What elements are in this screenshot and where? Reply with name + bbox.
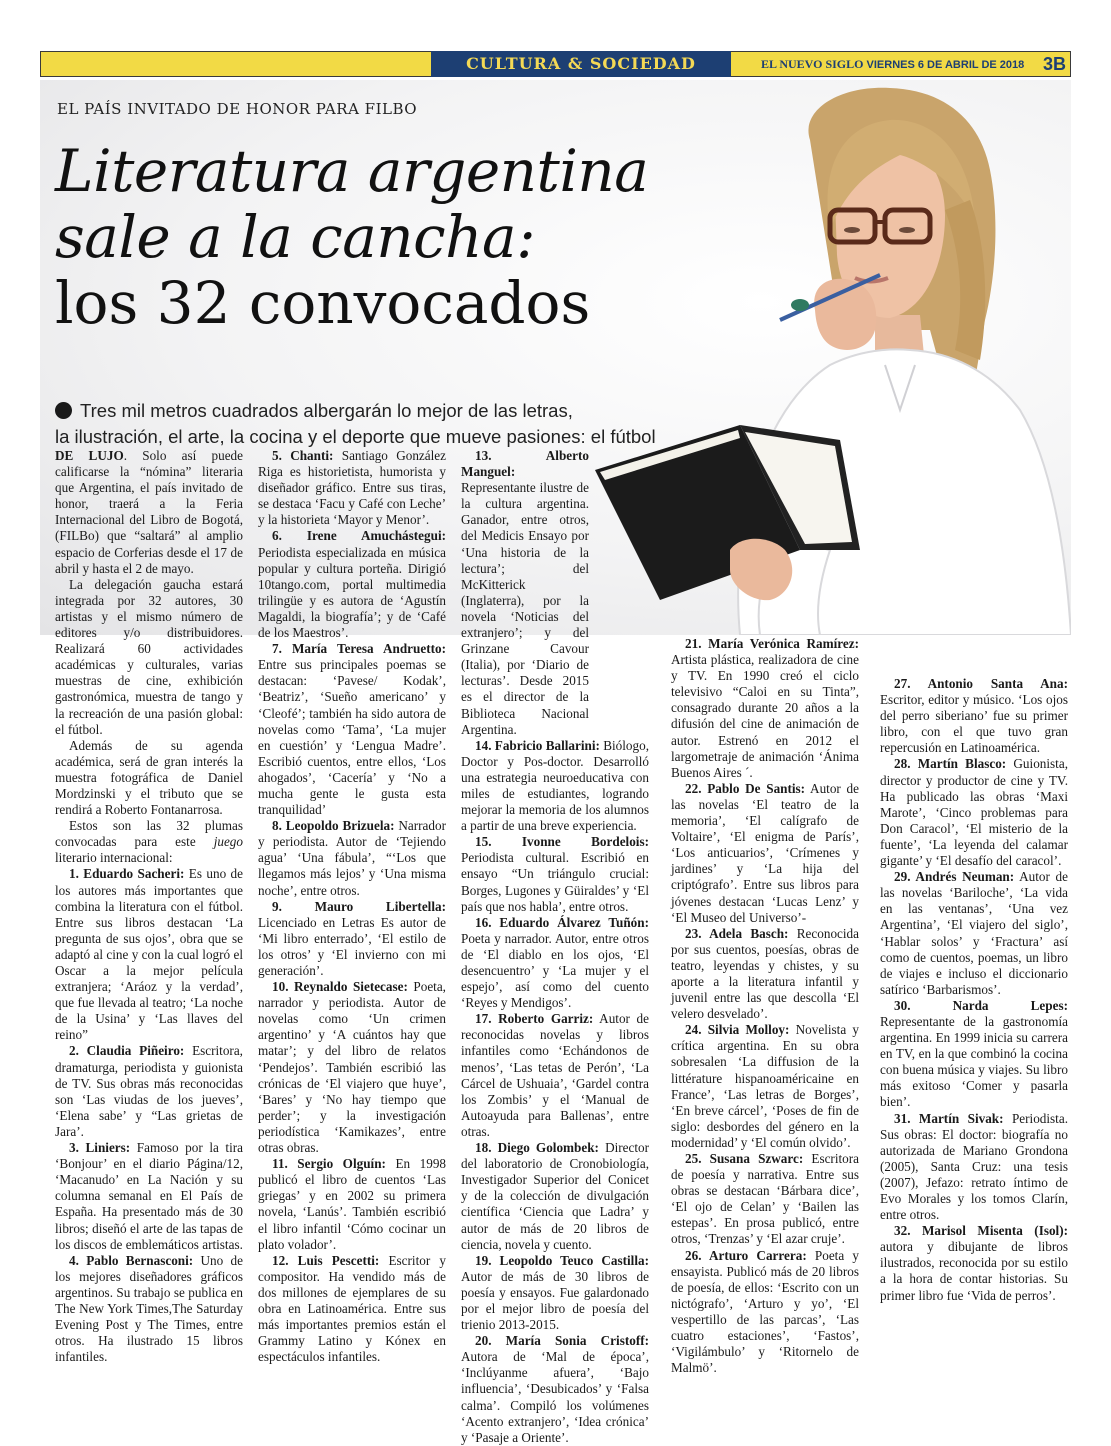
- author-name: 9. Mauro Libertella:: [272, 898, 446, 914]
- author-text: Periodista especializada en música popular y cultura porteña. Dirigió 10tango.com, portal multimedia trilingüe y es autora de ‘Agustín Magaldi, la biografía’; y de ‘Café de los Maestros’.: [258, 544, 446, 641]
- author-text: Es uno de los autores más importantes que combina la literatura con el fútbol. Entre sus libros destacan ‘La pregunta de sus ojos’, obra que se adaptó al cine y con la cual logró el Oscar a la mejor película extranjera; ‘Aráoz y la verdad’, que fue llevada al teatro; ‘La noche de la Usina’ y ‘Las llaves del reino”: [55, 866, 244, 1043]
- author-name: 12. Luis Pescetti:: [272, 1252, 380, 1268]
- author-entry: [671, 781, 859, 926]
- author-entry: [880, 1223, 1068, 1303]
- author-name: 18. Diego Golombek:: [475, 1140, 599, 1156]
- bullet-icon: [55, 402, 72, 419]
- author-text: Autor de las novelas ‘El teatro de la memoria’, ‘El calígrafo de Voltaire’, ‘El enigma de París’, ‘Los anticuarios’, ‘Crímenes y jardines’ y ‘La hija del criptógrafo’. Entre sus libros para jóvenes destacan ‘Lucas Lenz’ y ‘El Museo del Universo’-: [671, 780, 859, 925]
- subhead-line-1: Tres mil metros cuadrados albergarán lo mejor de las letras,: [80, 400, 573, 421]
- author-entry: [461, 1140, 649, 1253]
- author-text: Autor de más de 30 libros de poesía y ensayos. Fue galardonado por el mejor libro de poesía del trienio 2013-2015.: [461, 1268, 649, 1333]
- author-name: 28. Martín Blasco:: [894, 756, 1007, 772]
- author-name: 5. Chanti:: [272, 448, 334, 463]
- author-text: Escritor, editor y músico. ‘Los ojos del perro siberiano’ fue su primer libro, con el que tuvo gran repercusión en Latinoamérica.: [880, 692, 1068, 756]
- author-name: 10. Reynaldo Sietecase:: [272, 979, 408, 995]
- author-entry: [461, 1333, 649, 1446]
- article-column-1: [55, 448, 243, 1365]
- author-text: Biólogo, Doctor y Pos-doctor. Desarrolló una estrategia neuroeducativa con miles de estudiantes, logrando mejorar la memoria de los alumnos a partir de una breve experiencia.: [461, 737, 650, 834]
- author-text: Poeta y ensayista. Publicó más de 20 libros de poesía, de ellos: ‘Escrito con un nictógrafo’, ‘Arturo y yo’, ‘El vespertillo de las parcas’, ‘Las cuatro estaciones’, ‘Fastos’, ‘Vigilámbulo’ y ‘Ritornelo de Malmö’.: [671, 1247, 859, 1376]
- author-entry: [461, 915, 649, 1012]
- author-name: 24. Silvia Molloy:: [685, 1022, 790, 1038]
- author-text: Escritora de poesía y narrativa. Entre sus obras se destacan ‘Bárbara dice’, ‘El ojo de Celan’ y ‘Bailen las estepas’. En prosa publicó, entre otros, ‘Trenzas’ y ‘El azar cruje’.: [671, 1151, 859, 1247]
- publication-info: [761, 52, 1024, 76]
- headline-line-1: Literatura argentina: [55, 137, 649, 205]
- author-text: Director del laboratorio de Cronobiología, Investigador Superior del Conicet y de la colección de divulgación científica ‘Ciencia que Ladra’ y autor de más de 20 libros de ciencia, novela y cuento.: [461, 1140, 649, 1252]
- author-name: 25. Susana Szwarc:: [685, 1151, 804, 1166]
- author-entry: [258, 528, 446, 641]
- author-entry: [258, 641, 446, 818]
- author-text: Artista plástica, realizadora de cine y TV. En 1990 creó el ciclo televisivo “Caloi en su Tinta”, consagrado durante 20 años a la difusión del cine de animación de autor. Estrenó en 2012 el largometraje de animación ‘Ánima Buenos Aires ´.: [671, 652, 859, 780]
- author-entry: [671, 1022, 859, 1151]
- author-name: 15. Ivonne Bordelois:: [475, 834, 649, 850]
- author-entry: [671, 926, 859, 1023]
- author-text: Poeta y narrador. Autor, entre otros de ‘El diablo en los ojos, ‘El desencuentro’ y ‘La mujer y el espejo’, así como del cuento ‘Reyes y Mendigos’.: [461, 930, 649, 1011]
- author-entry: [55, 866, 243, 1043]
- author-text: En 1998 publicó el libro de cuentos ‘Las griegas’ y en 2002 su primera novela, ‘Lanús’. También escribió el libro infantil ‘Cómo cocinar un plato volador’.: [258, 1156, 447, 1252]
- headline-line-3: los 32 convocados: [55, 269, 591, 337]
- headline-line-2: sale a la cancha:: [55, 203, 536, 271]
- author-text: Periodista. Sus obras: El doctor: biografía no autorizada de Mariano Grondona (2005), Santa Cruz: una tesis (2007), Jefazo: retrato íntimo de Evo Morales y los tomos Clarín, entre otros.: [880, 1110, 1068, 1223]
- author-entry: [671, 1248, 859, 1377]
- publication-name: EL NUEVO SIGLO: [761, 57, 864, 71]
- author-name: 20. María Sonia Cristoff:: [475, 1333, 649, 1349]
- author-text: Representante ilustre de la cultura argentina. Ganador, entre otros, del Medicis Ensayo por ‘Una historia de la lectura’; del McKitterick (Inglaterra), por la novela ‘Noticias del extranjero’; y del Grinzane Cavour (Italia), por ‘Diario de lecturas’. Desde 2015 es el director de la Biblioteca Nacional Argentina.: [461, 480, 589, 737]
- author-name: 23. Adela Basch:: [685, 925, 789, 941]
- author-name: 1. Eduardo Sacheri:: [69, 866, 185, 882]
- author-entry: [258, 899, 446, 979]
- author-name: 19. Leopoldo Teuco Castilla:: [475, 1252, 649, 1268]
- author-name: 22. Pablo De Santis:: [685, 780, 806, 796]
- author-entry: [461, 1011, 649, 1140]
- author-text: Uno de los mejores diseñadores gráficos argentinos. Su trabajo se publica en The New York Times,The Saturday Evening Post y The Times, entre otros. Ha ilustrado 15 libros infantiles.: [55, 1252, 243, 1365]
- author-name: 31. Martín Sivak:: [894, 1110, 1004, 1126]
- author-entry: [55, 1043, 243, 1140]
- intro-text-1: . Solo así puede calificarse la “nómina” literaria que Argentina, el país invitado de honor, traerá a la Feria Internacional del Libro de Bogotá, (FILBo) que “saltará” al amplio espacio de Corferias desde el 17 de abril y hasta el 2 de mayo.: [55, 448, 243, 576]
- author-text: Periodista cultural. Escribió en ensayo “Un triángulo crucial: Borges, Lugones y Güiraldes’ y ‘El país que nos habla’, entre otros.: [461, 850, 649, 914]
- author-name: 6. Irene Amuchástegui:: [272, 528, 446, 544]
- author-text: autora y dibujante de libros ilustrados, reconocida por su estilo a la hora de contar historias. Su primer libro fue ‘Vida de perros’.: [880, 1239, 1068, 1303]
- publication-date: VIERNES 6 DE ABRIL DE 2018: [866, 59, 1025, 71]
- section-header-bar: [40, 51, 1071, 77]
- author-entry: [880, 756, 1068, 869]
- intro-text-4a: Estos son las 32 plumas convocadas para este: [55, 818, 243, 850]
- author-name: 2. Claudia Piñeiro:: [69, 1043, 185, 1059]
- article-kicker: EL PAÍS INVITADO DE HONOR PARA FILBO: [57, 100, 418, 118]
- author-name: 7. María Teresa Andruetto:: [272, 641, 446, 657]
- intro-paragraph-3: Además de su agenda académica, será de gran interés la muestra fotográfica de Daniel Mordzinski y el tributo que se rendirá a Roberto Fontanarrosa.: [55, 737, 243, 818]
- article-column-3: [461, 448, 649, 1446]
- intro-paragraph-1: [55, 448, 243, 577]
- author-name: 11. Sergio Olguín:: [272, 1156, 386, 1172]
- author-name: 27. Antonio Santa Ana:: [894, 676, 1068, 691]
- author-entry: [55, 1140, 243, 1253]
- author-entry: [461, 834, 649, 914]
- author-entry: [258, 448, 446, 528]
- author-entry: [55, 1253, 243, 1366]
- author-text: Licenciado en Letras Es autor de ‘Mi libro enterrado’, ‘El estilo de los otros’ y ‘El invierno con mi generación’.: [258, 914, 446, 978]
- author-entry: [880, 998, 1068, 1111]
- author-name: 26. Arturo Carrera:: [685, 1247, 807, 1263]
- author-entry: [880, 676, 1068, 756]
- author-text: Autora de ‘Mal de época’, ‘Inclúyanme afuera’, ‘Bajo influencia’, ‘Desubicados’ y ‘Falsa calma’. Compiló los volúmenes ‘Acento extranjero’, ‘Idea crónica’ y ‘Pasaje a Oriente’.: [461, 1349, 649, 1445]
- author-text: Narrador y periodista. Autor de ‘Tejiendo agua’ ‘Una fábula’, “‘Los que llegamos más lejos’ y ‘Una misma noche’, entre otros.: [258, 818, 446, 898]
- author-name: 14. Fabricio Ballarini:: [475, 737, 600, 753]
- author-entry: [258, 979, 446, 1156]
- author-entry: [671, 636, 859, 781]
- author-text: Famoso por la tira ‘Bonjour’ en el diario Página/12, ‘Macanudo’ en La Nación y su columna semanal en El País de España. Ha presentado más de 30 libros; diseñó el arte de las tapas de los discos de emblemáticos artistas.: [55, 1140, 243, 1252]
- author-name: 13. Alberto Manguel:: [461, 448, 589, 480]
- author-text: Autor de las novelas ‘Bariloche’, ‘La vida en las ventanas’, ‘Una vez Argentina’, ‘El viajero del siglo’, ‘Hablar solos’ y ‘Fractura’ así como de cuentos, poemas, un libro de viajes e incluso el diccionario satírico ‘Barbarismos’.: [880, 869, 1068, 997]
- author-text: Novelista y crítica argentina. En su obra sobresalen ‘La diffusion de la littérature hispanoaméricaine en France’, ‘Las letras de Borges’, ‘En breve cárcel’, ‘Poses de fin de siglo: desbordes del género en la modernidad’ y ‘El común olvido’.: [671, 1022, 859, 1150]
- author-name: 32. Marisol Misenta (Isol):: [894, 1223, 1068, 1239]
- author-text: Entre sus principales poemas se destacan: ‘Pavese/ Kodak’, ‘Beatriz’, ‘Sueño americano’ y ‘Cleofé’; también ha sido autora de novelas como ‘Tama’, ‘La mujer en cuestión’ y ‘Lengua Madre’. Escribió cuentos, entre ellos, ‘Los ahogados’, ‘Cacería’ y ‘No a mucha gente le gusta esta tranquilidad’: [258, 657, 446, 818]
- author-text: Poeta, narrador y periodista. Autor de novelas como ‘Un crimen argentino’ y ‘A cuántos hay que matar’; y del libro de relatos ‘Pendejos’. También escribió las crónicas de ‘El viajero que huye’, ‘Bares’ y ‘No hay tiempo que perder’; y la investigación periodística ‘Kamikazes’, entre otras obras.: [258, 979, 446, 1156]
- author-entry: [258, 1253, 446, 1366]
- section-title: CULTURA & SOCIEDAD: [431, 51, 731, 77]
- intro-text-4b: juego: [213, 834, 243, 850]
- intro-paragraph-4: [55, 818, 243, 866]
- author-text: Representante de la gastronomía argentina. En 1999 inicia su carrera en TV, en la que combinó la cocina con buena música y viajes. Su libro más exitoso ‘Comer y pasarla bien’.: [880, 1013, 1068, 1110]
- author-name: 21. María Verónica Ramírez:: [685, 636, 859, 651]
- author-entry: [880, 1111, 1068, 1224]
- article-column-2: [258, 448, 446, 1365]
- author-entry: [880, 869, 1068, 998]
- article-headline: [55, 138, 755, 336]
- author-name: 17. Roberto Garriz:: [475, 1011, 594, 1027]
- article-column-4: [671, 636, 859, 1376]
- author-entry: [671, 1151, 859, 1248]
- author-text: Guionista, director y productor de cine y TV. Ha publicado las obras ‘Maxi Marote’, ‘Cinco problemas para Don Caracol’, ‘El misterio de la fuente’, ‘La leyenda del calamar gigante’ y ‘El desafío del caracol’.: [880, 756, 1068, 869]
- lead-word: DE LUJO: [55, 448, 124, 463]
- article-subhead: [55, 398, 695, 450]
- author-text: Santiago González Riga es historietista, humorista y diseñador gráfico. Entre sus tiras, se destaca ‘Facu y Café con Leche’ y la historieta ‘Mayor y Menor’.: [258, 448, 446, 528]
- author-name: 29. Andrés Neuman:: [894, 869, 1015, 885]
- article-column-5: [880, 676, 1068, 1304]
- author-entry: [258, 818, 446, 898]
- author-name: 30. Narda Lepes:: [894, 997, 1068, 1013]
- subhead-line-2: la ilustración, el arte, la cocina y el deporte que mueve pasiones: el fútbol: [55, 426, 656, 447]
- author-entry: [461, 738, 649, 835]
- author-name: 3. Liniers:: [69, 1140, 131, 1156]
- author-text: Escritora, dramaturga, periodista y guionista de TV. Sus obras más reconocidas son ‘Las viudas de los jueves’, ‘Elena sabe’ y “Las grietas de Jara’.: [55, 1043, 243, 1139]
- author-entry: [258, 1156, 446, 1253]
- author-entry: [461, 1253, 649, 1333]
- intro-text-4c: literario internacional:: [55, 850, 173, 866]
- page-number: 3B: [1042, 54, 1066, 74]
- author-text: Reconocida por sus cuentos, poesías, obras de teatro, leyendas y chistes, y su aporte a la literatura infantil y juvenil entre las que descolla ‘El velero desvelado’.: [671, 925, 860, 1022]
- author-text: Autor de reconocidas novelas y libros infantiles como ‘Echándonos de menos’, ‘Las tetas de Perón’, ‘La Cárcel de Ushuaia’, ‘Gardel contra los Zombis’ y el ‘Manual de Autoayuda para Ballenas’, entre otras.: [461, 1011, 649, 1139]
- author-name: 16. Eduardo Álvarez Tuñón:: [475, 914, 649, 930]
- author-entry: [461, 448, 589, 738]
- author-name: 4. Pablo Bernasconi:: [69, 1252, 194, 1268]
- intro-paragraph-2: La delegación gaucha estará integrada por 32 autores, 30 artistas y el mismo número de editores y/o distribuidores. Realizará 60 actividades académicas y culturales, varias muestras de cine, exhibición gastronómica, muestra de tango y la recreación de una pasión global: el fútbol.: [55, 576, 243, 737]
- author-text: Escritor y compositor. Ha vendido más de dos millones de ejemplares de su obra en Latinoamérica. Entre sus más importantes premios están el Grammy Latino y Kónex en espectáculos infantiles.: [258, 1252, 446, 1365]
- author-name: 8. Leopoldo Brizuela:: [272, 818, 395, 834]
